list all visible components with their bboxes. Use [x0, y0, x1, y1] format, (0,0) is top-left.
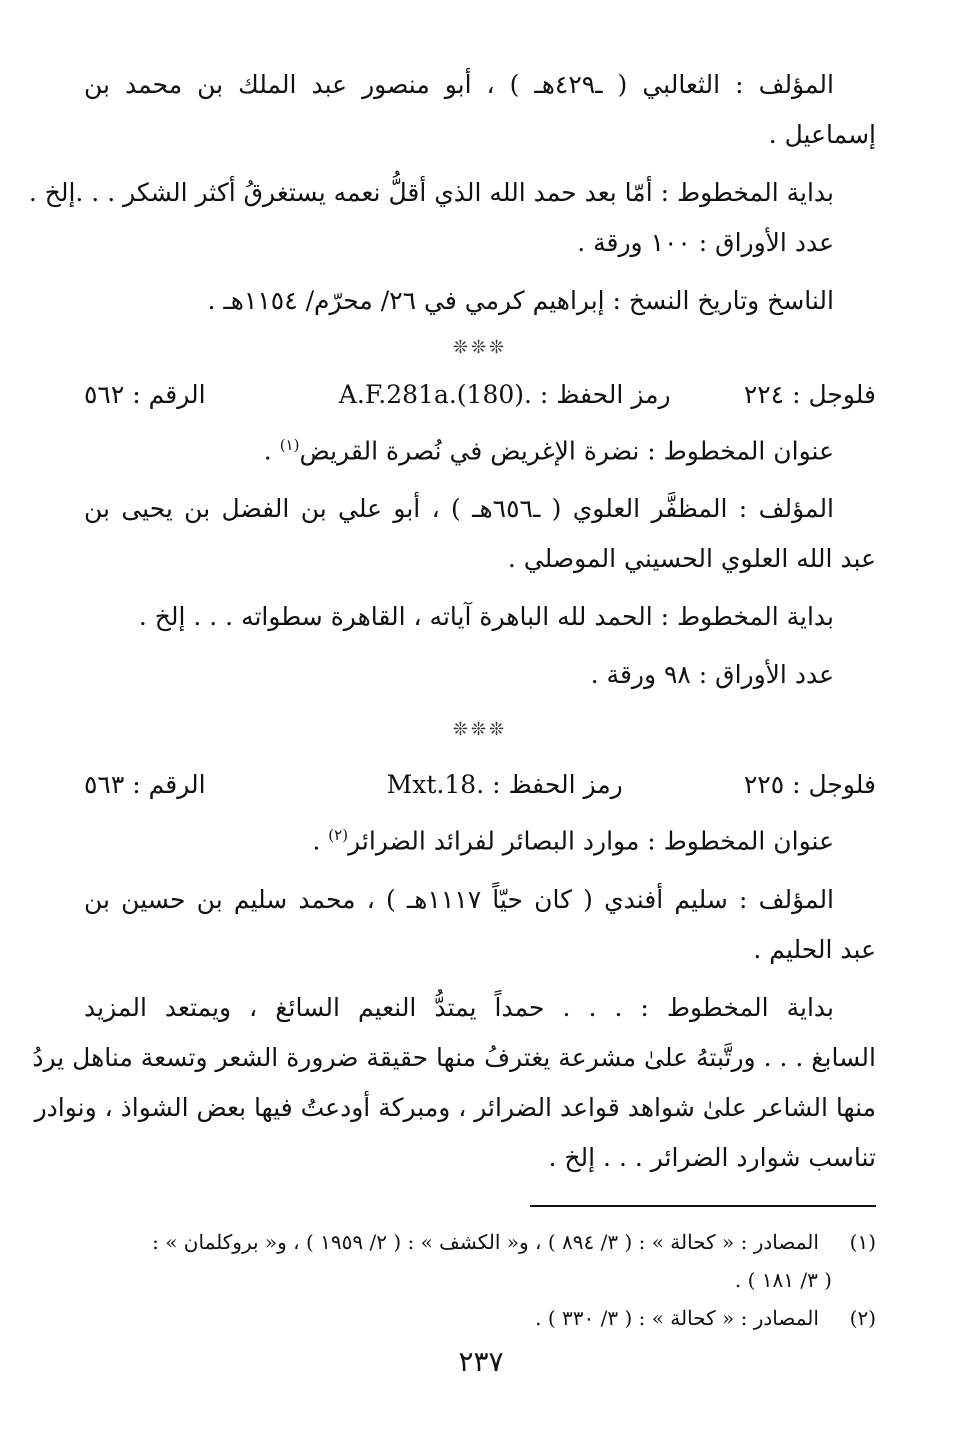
- leaves-line: عدد الأوراق : ١٠٠ ورقة .: [577, 228, 834, 257]
- beginning-line: بداية المخطوط : الحمد لله الباهرة آياته ، القاهرة سطواته . . . إلخ .: [138, 602, 834, 632]
- entry-header: [84, 370, 876, 420]
- author-line: المؤلف : سليم أفندي ( كان حيّاً ١١١٧هـ ) ، محمد سليم بن حسين بن: [84, 884, 835, 914]
- beginning-line: بداية المخطوط : أمّا بعد حمد الله الذي أقلُّ نعمه يستغرقُ أكثر الشكر . . .إلخ .: [28, 178, 834, 207]
- copyist-line: الناسخ وتاريخ النسخ : إبراهيم كرمي في ٢٦/ محرّم/ ١١٥٤هـ .: [207, 286, 834, 315]
- flugel-number: فلوجل : ٢٢٥: [743, 770, 876, 800]
- footnote-text: المصادر : « كحالة » : ( ٣/ ٨٩٤ ) ، و« الكشف » : ( ٢/ ١٩٥٩ ) ، و« بروكلمان » :: [152, 1229, 819, 1254]
- separator: ❊❊❊: [452, 719, 508, 741]
- title-line: [84, 810, 876, 866]
- author-line: المؤلف : المظفَّر العلوي ( ـ٦٥٦هـ ) ، أبو علي بن الفضل بن يحيى بن: [84, 494, 835, 524]
- beginning-line-continued: منها الشاعر علىٰ شواهد قواعد الضرائر ، ومبركة أودعتُ فيها بعض الشواذ ، ونوادر: [34, 1092, 876, 1122]
- shelfmark: رمز الحفظ : .Mxt.18: [386, 770, 623, 800]
- footnote-text: المصادر : « كحالة » : ( ٣/ ٣٣٠ ) .: [535, 1305, 819, 1330]
- footnote-1-continued: ( ٣/ ١٨١ ) .: [734, 1267, 832, 1292]
- title-end: .: [263, 436, 280, 466]
- footnote-number: (١): [849, 1229, 876, 1254]
- entry-563: [32, 760, 876, 1182]
- shelfmark: رمز الحفظ : .A.F.281a.(180): [338, 380, 671, 409]
- leaves-line: عدد الأوراق : ٩٨ ورقة .: [590, 660, 834, 690]
- title-text: عنوان المخطوط : موارد البصائر لفرائد الضرائر: [348, 826, 834, 856]
- page-number: ٢٣٧: [458, 1345, 504, 1378]
- author-line: المؤلف : الثعالبي ( ـ٤٢٩هـ ) ، أبو منصور عبد الملك بن محمد بن: [84, 70, 834, 99]
- beginning-line: بداية المخطوط : . . . حمداً يمتدُّ النعيم السائغ ، ويمتعد المزيد: [84, 992, 834, 1022]
- flugel-number: فلوجل : ٢٢٤: [743, 380, 876, 409]
- beginning-line-continued: تناسب شوارد الضرائر . . . إلخ .: [548, 1142, 876, 1172]
- title-line: [84, 420, 876, 476]
- page-body: [28, 60, 876, 1337]
- entry-number: الرقم : ٥٦٣: [84, 770, 206, 800]
- footnote-divider: [530, 1205, 876, 1207]
- title-end: .: [312, 826, 329, 856]
- footnote-ref: (٢): [328, 826, 349, 845]
- entry-number: الرقم : ٥٦٢: [84, 380, 206, 409]
- beginning-line-continued: السابغ . . . ورتَّبتهُ علىٰ مشرعة يغترفُ منها حقيقة ضرورة الشعر وتسعة مناهل يردُ: [32, 1042, 876, 1072]
- footnotes: [84, 1223, 876, 1337]
- entry-previous: [28, 60, 876, 326]
- author-line-continued: إسماعيل .: [768, 120, 876, 149]
- entry-562: [84, 370, 876, 700]
- footnote-ref: (١): [279, 436, 300, 454]
- separator: ❊❊❊: [452, 337, 508, 358]
- footnote-number: (٢): [849, 1305, 876, 1330]
- title-text: عنوان المخطوط : نضرة الإغريض في نُصرة القريض: [299, 436, 834, 466]
- author-line-continued: عبد الحليم .: [753, 934, 876, 964]
- entry-header: [84, 760, 876, 810]
- footnote-2: [84, 1299, 876, 1337]
- author-line-continued: عبد الله العلوي الحسيني الموصلي .: [507, 544, 876, 574]
- footnote-1: [84, 1223, 876, 1261]
